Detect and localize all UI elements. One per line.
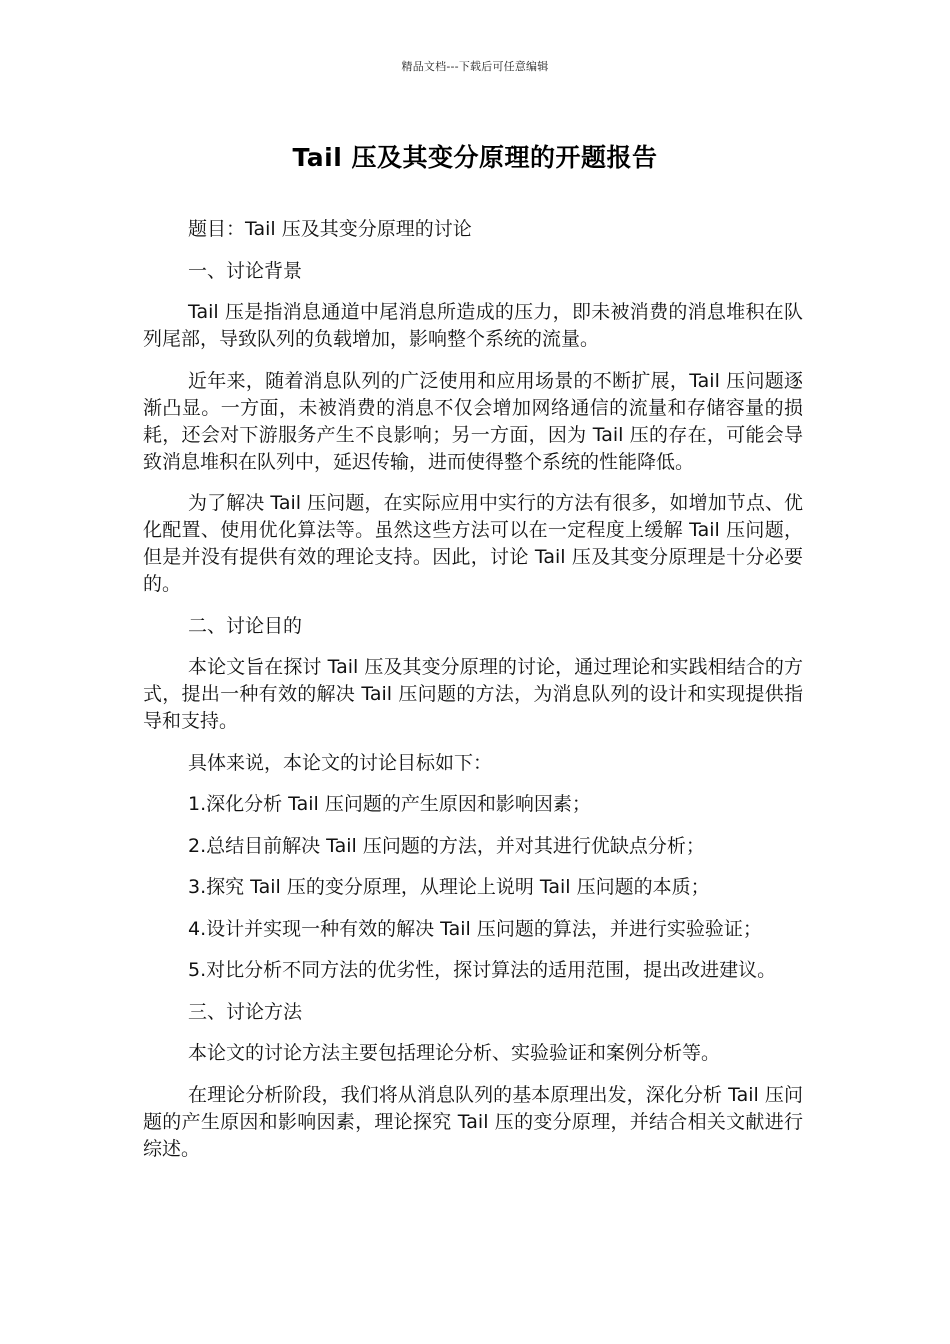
section-heading-purpose: 二、讨论目的 (188, 614, 303, 637)
background-paragraph: Tail 压是指消息通道中尾消息所造成的压力，即未被消费的消息堆积在队列尾部，导致队列的负载增加，影响整个系统的流量。 (143, 301, 803, 350)
section-heading-methods: 三、讨论方法 (188, 1000, 303, 1023)
goal-item: 4.设计并实现一种有效的解决 Tail 压问题的算法，并进行实验验证； (188, 917, 762, 940)
goal-item: 1.深化分析 Tail 压问题的产生原因和影响因素； (188, 793, 591, 815)
section-heading-background: 一、讨论背景 (188, 259, 303, 282)
background-paragraph: 为了解决 Tail 压问题，在实际应用中实行的方法有很多，如增加节点、优化配置、使用优化算法等。虽然这些方法可以在一定程度上缓解 Tail 压问题，但是并没有提供有效的理论支持。因此，讨论 Tail 压及其变分原理是十分必要的。 (143, 492, 803, 595)
methods-paragraph: 本论文的讨论方法主要包括理论分析、实验验证和案例分析等。 (188, 1042, 721, 1064)
methods-paragraph: 在理论分析阶段，我们将从消息队列的基本原理出发，深化分析 Tail 压问题的产生原因和影响因素，理论探究 Tail 压的变分原理，并结合相关文献进行综述。 (143, 1083, 803, 1160)
purpose-intro: 具体来说，本论文的讨论目标如下： (188, 751, 493, 774)
document-title: Tail 压及其变分原理的开题报告 (292, 143, 658, 172)
purpose-paragraph: 本论文旨在探讨 Tail 压及其变分原理的讨论，通过理论和实践相结合的方式，提出一种有效的解决 Tail 压问题的方法，为消息队列的设计和实现提供指导和支持。 (143, 656, 803, 732)
goal-item: 2.总结目前解决 Tail 压问题的方法，并对其进行优缺点分析； (188, 834, 705, 857)
goal-item: 5.对比分析不同方法的优劣性，探讨算法的适用范围，提出改进建议。 (188, 959, 777, 981)
goal-item: 3.探究 Tail 压的变分原理，从理论上说明 Tail 压问题的本质； (188, 876, 710, 898)
topic-line: 题目：Tail 压及其变分原理的讨论 (188, 218, 472, 240)
document-body (143, 216, 803, 1177)
background-paragraph: 近年来，随着消息队列的广泛使用和应用场景的不断扩展，Tail 压问题逐渐凸显。一方面，未被消费的消息不仅会增加网络通信的流量和存储容量的损耗，还会对下游服务产生不良影响；另一方面，因为 Tail 压的存在，可能会导致消息堆积在队列中，延迟传输，进而使得整个系统的性能降低。 (143, 369, 803, 473)
header-note: 精品文档---下载后可任意编辑 (401, 60, 549, 73)
